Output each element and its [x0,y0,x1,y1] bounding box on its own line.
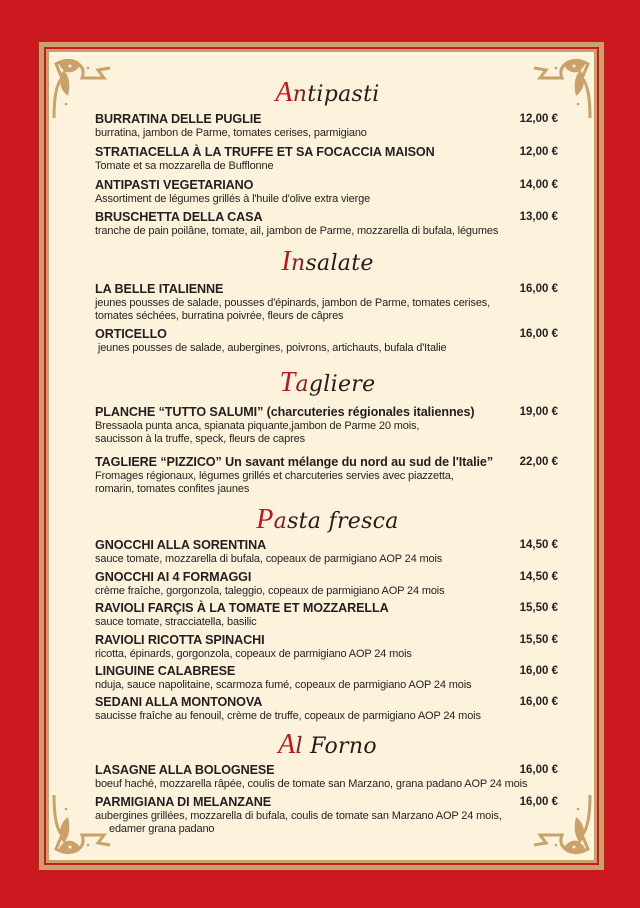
item-name: TAGLIERE “PIZZICO” Un savant mélange du nord au sud de l'Italie” [95,455,494,469]
title-rest: sta fresca [287,509,399,534]
item-name: PARMIGIANA DI MELANZANE [95,795,272,809]
title-initial: I [281,246,291,277]
item-description: ricotta, épinards, gorgonzola, copeaux de parmigiano AOP 24 mois [95,648,412,660]
title-second-letter: a [295,372,309,397]
item-price: 12,00 € [519,113,558,125]
item-price: 16,00 € [519,764,558,776]
menu-item [95,282,560,323]
item-name: STRATIACELLA À LA TRUFFE ET SA FOCACCIA MAISON [95,145,435,159]
menu-item [95,178,560,206]
menu-item [95,112,560,140]
item-name: LASAGNE ALLA BOLOGNESE [95,763,275,777]
item-description: Bressaola punta anca, spianata piquante,jambon de Parme 20 mois, saucisson à la truffe, speck, fleurs de capres [95,420,420,445]
title-rest: salate [305,251,374,276]
title-second-letter: n [290,251,306,276]
item-description: boeuf haché, mozzarella râpée, coulis de tomate san Marzano, grana padano AOP 24 mois [95,778,528,790]
item-price: 12,00 € [519,146,558,158]
item-description: nduja, sauce napolitaine, scarmoza fumé, copeaux de parmigiano AOP 24 mois [95,679,472,691]
title-second-letter: a [273,509,288,534]
item-description: tranche de pain poilâne, tomate, ail, jambon de Parme, mozzarella di bufala, légumes [95,225,499,237]
item-name: LA BELLE ITALIENNE [95,282,224,296]
title-initial: T [279,367,296,398]
title-initial: A [275,77,293,108]
menu-item [95,601,560,629]
menu-item [95,570,560,598]
item-price: 14,00 € [519,179,558,191]
title-second-letter: l [295,734,303,759]
menu-item [95,327,560,355]
section-title-al-forno [95,729,560,760]
section-title-antipasti [95,77,560,108]
item-name: PLANCHE “TUTTO SALUMI” (charcuteries régionales italiennes) [95,405,475,419]
item-description: Fromages régionaux, légumes grillés et charcuteries servies avec piazzetta, romarin, tomates confites jaunes [95,470,454,495]
title-initial: P [256,504,274,535]
section-title-tagliere [95,367,560,398]
item-price: 13,00 € [519,211,558,223]
item-description: aubergines grillées, mozzarella di bufala, coulis de tomate san Marzano AOP 24 mois, [95,810,502,822]
item-description: Tomate et sa mozzarella de Bufflonne [95,160,274,172]
section-title-insalate [95,246,560,277]
item-price: 19,00 € [519,406,558,418]
item-name: BRUSCHETTA DELLA CASA [95,210,263,224]
title-initial: A [278,729,296,760]
item-name: GNOCCHI AI 4 FORMAGGI [95,570,252,584]
item-description: sauce tomate, stracciatella, basilic [95,616,257,628]
item-name: ORTICELLO [95,327,167,341]
item-price: 15,50 € [519,634,558,646]
item-price: 16,00 € [519,283,558,295]
menu-item [95,405,560,446]
item-name: BURRATINA DELLE PUGLIE [95,112,262,126]
item-name: GNOCCHI ALLA SORENTINA [95,538,267,552]
item-description: sauce tomate, mozzarella di bufala, copeaux de parmigiano AOP 24 mois [95,553,443,565]
menu-item [95,695,560,723]
item-description: crème fraîche, gorgonzola, taleggio, copeaux de parmigiano AOP 24 mois [95,585,445,597]
item-name: ANTIPASTI VEGETARIANO [95,178,254,192]
menu-item [95,633,560,661]
item-description: burratina, jambon de Parme, tomates cerises, parmigiano [95,127,367,139]
item-price: 16,00 € [519,796,558,808]
item-description: jeunes pousses de salade, aubergines, poivrons, artichauts, bufala d'Italie [95,342,447,354]
item-price: 16,00 € [519,696,558,708]
menu-item [95,763,560,791]
item-price: 16,00 € [519,665,558,677]
item-description: Assortiment de légumes grillés à l'huile d'olive extra vierge [95,193,371,205]
title-rest: tipasti [307,82,380,107]
menu-item [95,455,560,496]
item-name: SEDANI ALLA MONTONOVA [95,695,263,709]
item-description-continued: edamer grana padano [109,823,215,835]
item-name: LINGUINE CALABRESE [95,664,236,678]
item-name: RAVIOLI RICOTTA SPINACHI [95,633,265,647]
menu-item [95,538,560,566]
item-price: 14,50 € [519,571,558,583]
section-title-pasta-fresca [95,504,560,535]
item-description: saucisse fraîche au fenouil, crème de truffe, copeaux de parmigiano AOP 24 mois [95,710,481,722]
item-price: 16,00 € [519,328,558,340]
title-rest: gliere [308,372,376,397]
title-rest: Forno [302,734,377,759]
item-description: jeunes pousses de salade, pousses d'épinards, jambon de Parme, tomates cerises, tomates séchées, burratina poivrée, fleurs de câpres [95,297,491,322]
menu-item [95,795,560,836]
item-price: 14,50 € [519,539,558,551]
menu-item [95,145,560,173]
title-second-letter: n [292,82,308,107]
menu-item [95,210,560,238]
item-price: 15,50 € [519,602,558,614]
menu-item [95,664,560,692]
item-price: 22,00 € [519,456,558,468]
item-name: RAVIOLI FARÇIS À LA TOMATE ET MOZZARELLA [95,601,389,615]
